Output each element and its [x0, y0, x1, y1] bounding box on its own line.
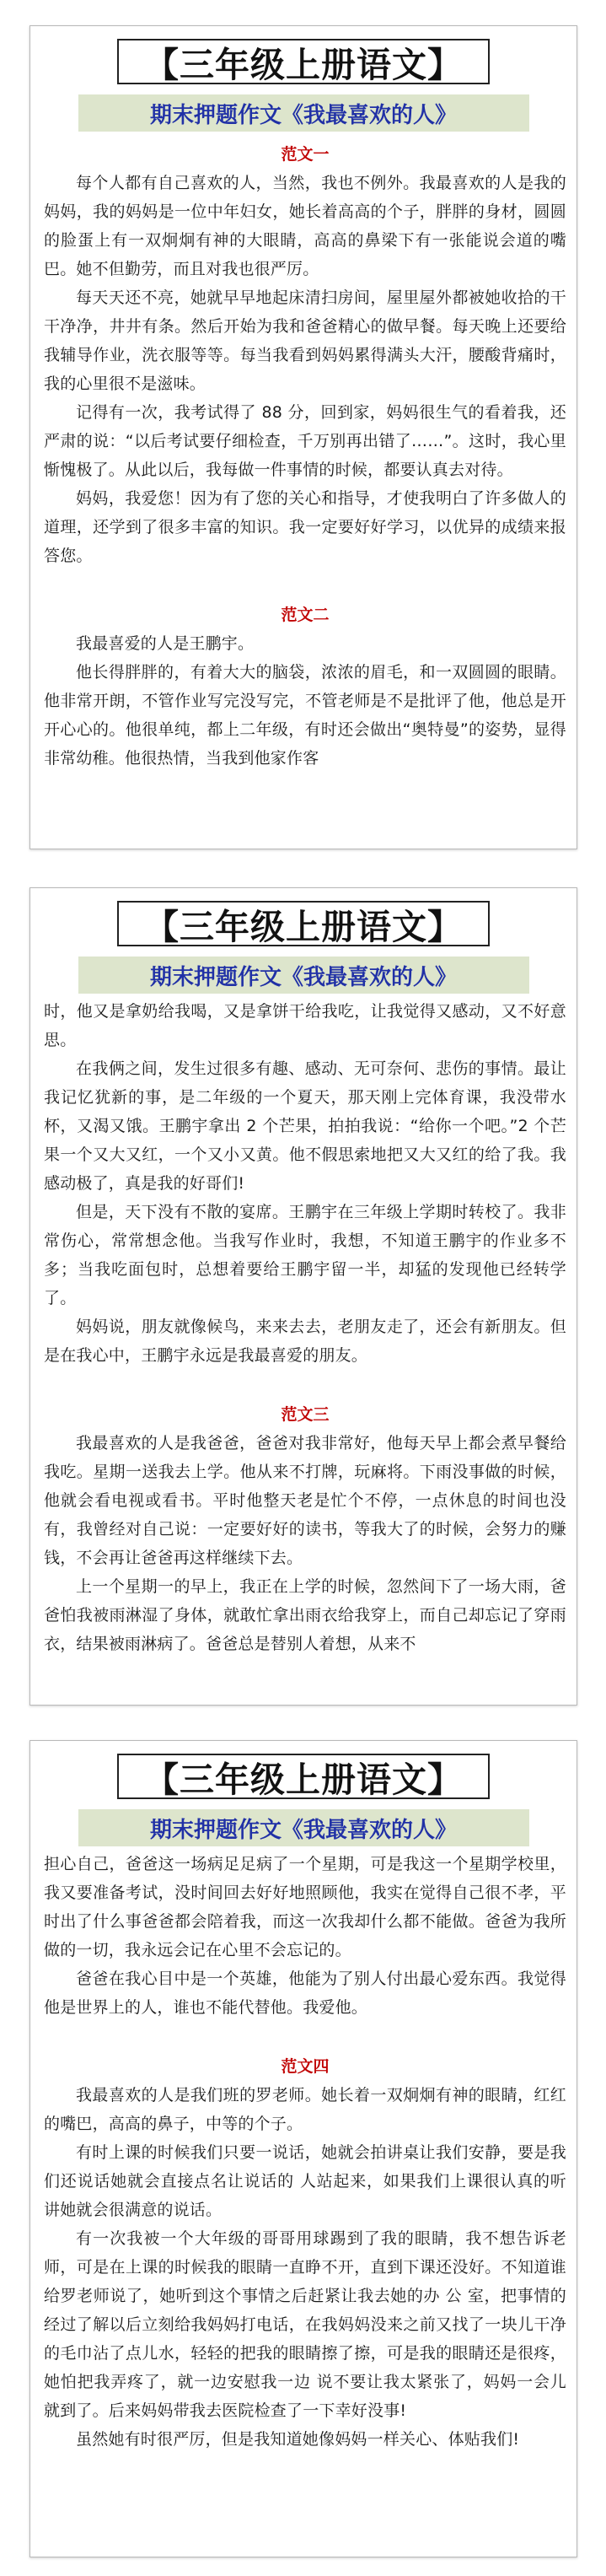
paragraph: 妈妈说，朋友就像候鸟，来来去去，老朋友走了，还会有新朋友。但是在我心中，王鹏宇永远是我最喜爱的朋友。 — [44, 1318, 566, 1365]
page-header — [30, 1741, 577, 1846]
paragraph: 爸爸在我心目中是一个英雄，他能为了别人付出最心爱东西。我觉得他是世界上的人，谁也不能代替他。我爱他。 — [44, 1970, 566, 2017]
paragraph: 每个人都有自己喜欢的人，当然，我也不例外。我最喜欢的人是我的妈妈，我的妈妈是一位中年妇女，她长着高高的个子，胖胖的身材，圆圆的脸蛋上有一双炯炯有神的大眼睛，高高的鼻梁下有一张能说会道的嘴巴。她不但勤劳，而且对我也很严厉。 — [44, 174, 566, 278]
paragraph: 每天天还不亮，她就早早地起床清扫房间，屋里屋外都被她收拾的干干净净，井井有条。然后开始为我和爸爸精心的做早餐。每天晚上还要给我辅导作业，洗衣服等等。每当我看到妈妈累得满头大汗，腰酸背痛时，我的心里很不是滋味。 — [44, 288, 566, 393]
paragraph: 虽然她有时很严厉，但是我知道她像妈妈一样关心、体贴我们! — [76, 2430, 520, 2449]
section-heading: 范文一 — [281, 145, 330, 164]
main-title: 【三年级上册语文】 — [117, 1754, 490, 1799]
paragraph: 我最喜欢的人是我们班的罗老师。她长着一双炯炯有神的眼睛，红红的嘴巴，高高的鼻子，中等的个子。 — [44, 2086, 566, 2133]
main-title: 【三年级上册语文】 — [117, 901, 490, 946]
sub-title: 期末押题作文《我最喜欢的人》 — [78, 957, 529, 994]
page-header — [30, 26, 577, 132]
paragraph: 时，他又是拿奶给我喝，又是拿饼干给我吃，让我觉得又感动，又不好意思。 — [44, 1002, 566, 1049]
page-1 — [29, 25, 577, 849]
paragraph: 妈妈，我爱您！因为有了您的关心和指导，才使我明白了许多做人的道理，还学到了很多丰富的知识。我一定要好好学习，以优异的成绩来报答您。 — [44, 489, 566, 565]
paragraph: 他长得胖胖的，有着大大的脑袋，浓浓的眉毛，和一双圆圆的眼睛。他非常开朗，不管作业写完没写完，不管老师是不是批评了他，他总是开开心心的。他很单纯，都上二年级，有时还会做出“奥特曼”的姿势，显得非常幼稚。他很热情，当我到他家作客 — [44, 663, 566, 768]
paragraph: 我最喜欢的人是我爸爸，爸爸对我非常好，他每天早上都会煮早餐给我吃。星期一送我去上学。他从来不打牌，玩麻将。下雨没事做的时候，他就会看电视或看书。平时他整天老是忙个不停，一点休息的时间也没有，我曾经对自己说：一定要好好的读书，等我大了的时候，会努力的赚钱，不会再让爸爸再这样继续下去。 — [44, 1434, 566, 1567]
paragraph: 但是，天下没有不散的宴席。王鹏宇在三年级上学期时转校了。我非常伤心，常常想念他。当我写作业时，我想，不知道王鹏宇的作业多不多；当我吃面包时，总想着要给王鹏宇留一半，却猛的发现他已经转学了。 — [44, 1203, 566, 1307]
sub-title: 期末押题作文《我最喜欢的人》 — [78, 1809, 529, 1846]
section-heading: 范文二 — [281, 606, 330, 624]
sub-title: 期末押题作文《我最喜欢的人》 — [78, 94, 529, 132]
paragraph: 担心自己，爸爸这一场病足足病了一个星期，可是我这一个星期学校里，我又要准备考试，没时间回去好好地照顾他，我实在觉得自己很不孝，平时出了什么事爸爸都会陪着我，而这一次我却什么都不能做。爸爸为我所做的一切，我永远会记在心里不会忘记的。 — [44, 1855, 566, 1959]
paragraph: 有时上课的时候我们只要一说话，她就会拍讲桌让我们安静，要是我们还说话她就会直接点名让说话的 人站起来，如果我们上课很认真的听讲她就会很满意的说话。 — [44, 2143, 566, 2219]
paragraph: 上一个星期一的早上，我正在上学的时候，忽然间下了一场大雨，爸爸怕我被雨淋湿了身体，就敢忙拿出雨衣给我穿上，而自己却忘记了穿雨衣，结果被雨淋病了。爸爸总是替别人着想，从来不 — [44, 1577, 566, 1653]
main-title: 【三年级上册语文】 — [117, 39, 490, 84]
page-content — [30, 994, 577, 1658]
page-2 — [29, 887, 577, 1706]
page-content — [30, 1846, 577, 2454]
paragraph: 我最喜爱的人是王鹏宇。 — [76, 634, 255, 653]
paragraph: 在我俩之间，发生过很多有趣、感动、无可奈何、悲伤的事情。最让我记忆犹新的事，是二年级的一个夏天，那天刚上完体育课，我没带水杯，又渴又饿。王鹏宇拿出 2 个芒果，拍拍我说：“给你一个吧。”2 个芒果一个又大又红，一个又小又黄。他不假思索地把又大又红的给了我。我感动极了，真是我的好哥们! — [44, 1059, 566, 1193]
page-content — [30, 132, 577, 773]
page-header — [30, 888, 577, 994]
section-heading: 范文四 — [281, 2057, 330, 2076]
section-heading: 范文三 — [281, 1405, 330, 1424]
paragraph: 有一次我被一个大年级的哥哥用球踢到了我的眼睛，我不想告诉老师，可是在上课的时候我的眼睛一直睁不开，直到下课还没好。不知道谁给罗老师说了，她听到这个事情之后赶紧让我去她的办 公 室，把事情的经过了解以后立刻给我妈妈打电话，在我妈妈没来之前又找了一块儿干净的毛巾沾了点儿水，轻轻的把我的眼睛擦了擦，可是我的眼睛还是很疼，她怕把我弄疼了，就一边安慰我一边 说不要让我太紧张了，妈妈一会儿就到了。后来妈妈带我去医院检查了一下幸好没事! — [44, 2229, 566, 2420]
page-3 — [29, 1740, 577, 2557]
paragraph: 记得有一次，我考试得了 88 分，回到家，妈妈很生气的看着我，还严肃的说：“以后考试要仔细检查，千万别再出错了……”。这时，我心里惭愧极了。从此以后，我每做一件事情的时候，都要认真去对待。 — [44, 403, 566, 479]
